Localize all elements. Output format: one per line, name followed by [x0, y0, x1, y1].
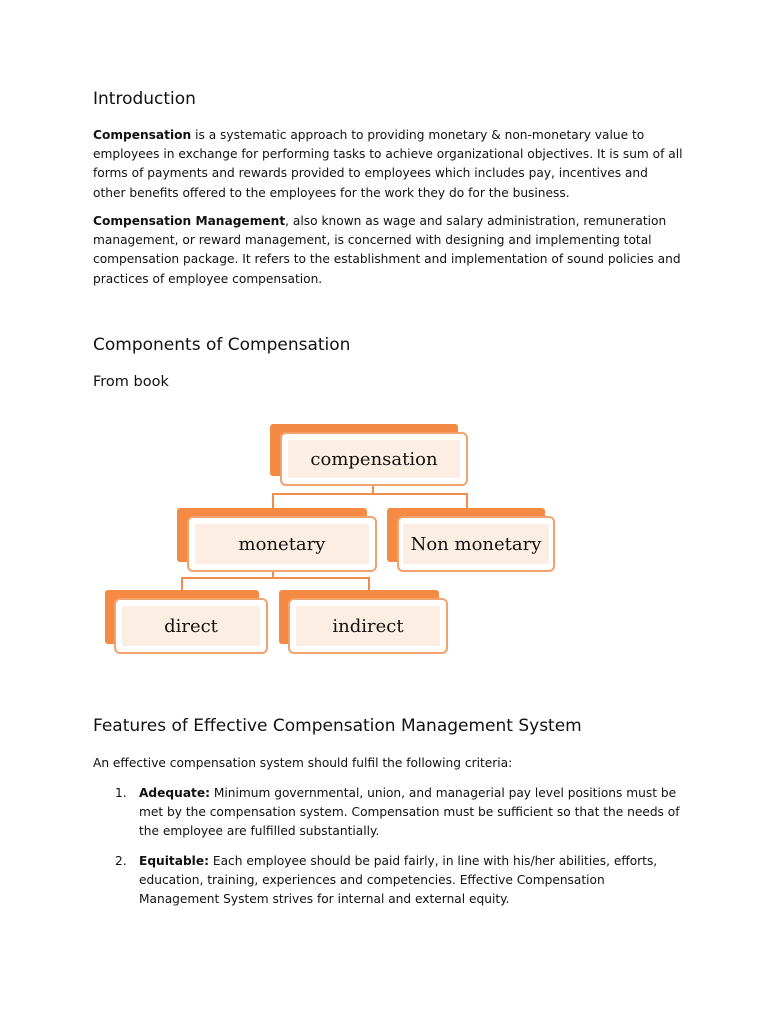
connector-to-indirect	[368, 577, 370, 591]
list-item-number: 2.	[115, 854, 127, 868]
list-item-text: Each employee should be paid fairly, in line with his/her abilities, efforts, education, training, experiences and competencies. Effective Compensation Management System strives for internal and external equity.	[139, 854, 658, 906]
compensation-management-term: Compensation Management	[93, 214, 286, 228]
features-heading: Features of Effective Compensation Management System	[93, 716, 582, 736]
criteria-list	[93, 784, 683, 909]
non-monetary-label: Non monetary	[403, 524, 549, 564]
indirect-label: indirect	[296, 606, 440, 646]
list-item-title: Adequate:	[139, 786, 211, 800]
components-heading: Components of Compensation	[93, 335, 351, 355]
connector-level1-bar	[272, 493, 468, 495]
list-item-title: Equitable:	[139, 854, 209, 868]
monetary-label: monetary	[195, 524, 369, 564]
list-item	[93, 784, 683, 841]
compensation-label: compensation	[288, 440, 460, 478]
list-item-text: Minimum governmental, union, and managerial pay level positions must be met by the compensation system. Compensation must be sufficient so that the needs of the employee are fulfilled substantially.	[139, 786, 680, 838]
connector-level2-bar	[181, 577, 370, 579]
connector-to-monetary	[272, 493, 274, 509]
compensation-management-definition: , also known as wage and salary administration, remuneration management, or reward management, is concerned with designing and implementing total compensation package. It refers to the establishment and implementation of sound policies and practices of employee compensation.	[93, 214, 681, 286]
introduction-heading: Introduction	[93, 89, 196, 109]
direct-label: direct	[122, 606, 260, 646]
list-item	[93, 852, 683, 909]
from-book-subheading: From book	[93, 374, 169, 390]
compensation-term: Compensation	[93, 128, 192, 142]
compensation-definition: is a systematic approach to providing monetary & non-monetary value to employees in exchange for performing tasks to achieve organizational objectives. It is sum of all forms of payments and rewards provided to employees which includes pay, incentives and other benefits offered to the employees for the work they do for the business.	[93, 128, 683, 200]
features-lead: An effective compensation system should fulfil the following criteria:	[93, 756, 513, 770]
list-item-number: 1.	[115, 786, 127, 800]
connector-to-non-monetary	[466, 493, 468, 509]
connector-to-direct	[181, 577, 183, 591]
